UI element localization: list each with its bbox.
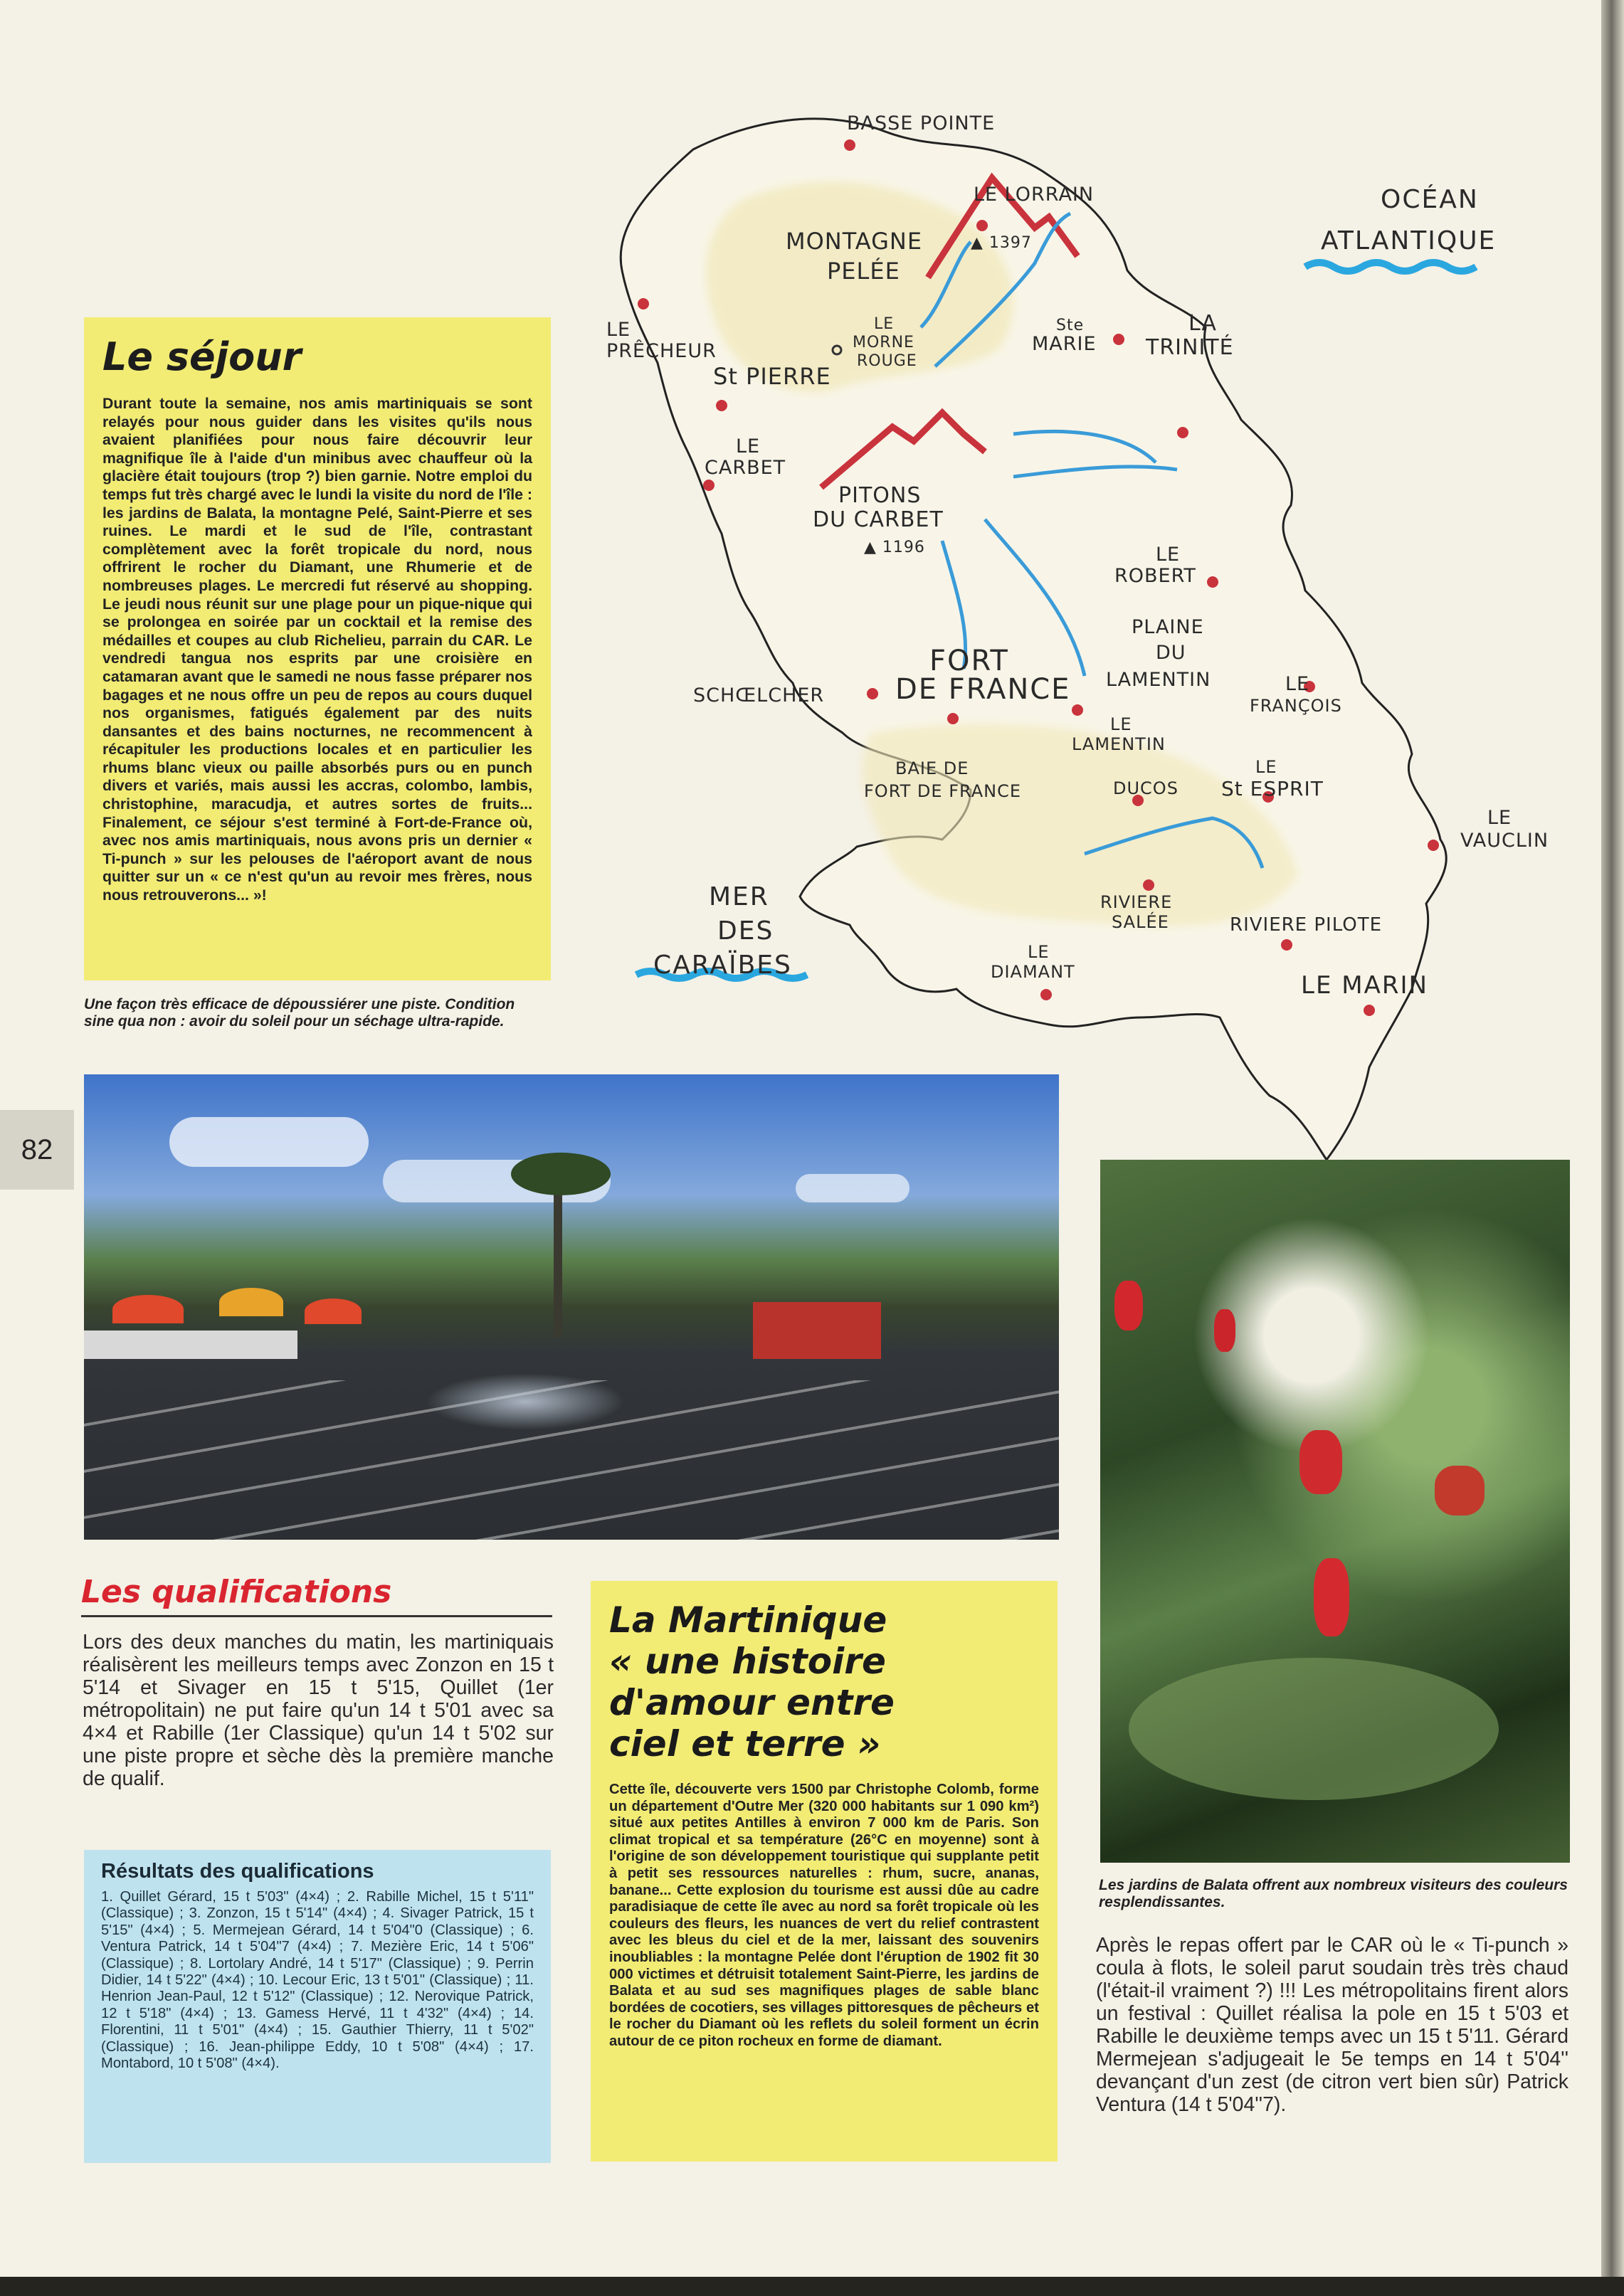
map-label-altitude: ▲ 1397	[971, 234, 1032, 252]
title-underline	[81, 1615, 552, 1617]
map-label-town: ROUGE	[857, 352, 917, 370]
photo-caption-gardens: Les jardins de Balata offrent aux nombreux visiteurs des couleurs resplendissantes.	[1099, 1877, 1568, 1910]
martinique-title-line: « une histoire	[609, 1641, 886, 1682]
map-label-town: LE	[1487, 807, 1512, 829]
map-label-town: LE	[1110, 714, 1132, 734]
palm-leaves	[511, 1153, 611, 1195]
banner-shape	[84, 1330, 297, 1359]
map-label-ocean: ATLANTIQUE	[1321, 226, 1497, 255]
map-label-town: LE LORRAIN	[974, 184, 1095, 206]
red-flower	[1299, 1430, 1342, 1494]
page-number: 82	[0, 1110, 74, 1190]
umbrella-shape	[219, 1288, 283, 1316]
binding-edge	[1601, 0, 1624, 2296]
map-label-town: LA	[1188, 311, 1217, 336]
map-label-town: LE	[1028, 942, 1050, 962]
map-label-mountain: DU CARBET	[813, 507, 944, 532]
martinique-title-line: La Martinique	[609, 1599, 887, 1641]
map-label-town: LE	[1285, 673, 1310, 695]
water-spray	[426, 1373, 625, 1430]
photo-caption-track: Une façon très efficace de dépoussiérer une piste. Condition sine qua non : avoir du soleil pour un séchage ultra-rapide.	[84, 996, 515, 1030]
map-label-bay: FORT DE FRANCE	[864, 781, 1021, 801]
map-label-town: ROBERT	[1114, 565, 1196, 587]
map-label-town: RIVIERE	[1100, 892, 1173, 912]
map-label-town: BASSE POINTE	[847, 112, 996, 134]
map-label-bay: BAIE DE	[895, 758, 969, 778]
map-label-town: LE	[874, 315, 895, 333]
map-label-town: LAMENTIN	[1072, 734, 1166, 754]
map-label-town: VAUCLIN	[1460, 830, 1549, 852]
ocean-wave-icon	[1305, 263, 1476, 271]
map-label-town: MORNE	[853, 334, 914, 351]
map-label-town: LE	[1255, 757, 1277, 777]
photo-track-cleaning	[84, 1074, 1059, 1540]
map-label-city: DE FRANCE	[895, 673, 1071, 706]
map-label-town: FRANÇOIS	[1250, 696, 1342, 716]
map-label-town: TRINITÉ	[1146, 335, 1234, 360]
cloud-shape	[796, 1174, 909, 1202]
results-box	[84, 1850, 551, 2163]
sejour-body: Durant toute la semaine, nos amis martiniquais se sont relayés pour nous guider dans les visites qu'ils nous avaient planifiées pour nous faire découvrir leur magnifique île à l'aide d'un minibus avec chauffeur où la glacière était toujours (trop ?) bien garnie. Notre emploi du temps fut très chargé avec le lundi la visite du nord de l'île : les jardins de Balata, la montagne Pelé, Saint-Pierre et ses ruines. Le mardi et le sud de l'île, contrastant complètement avec la forêt tropicale du nord, nous offrirent le rocher du Diamant, une Rhumerie et de nombreuses plages. Le mercredi fut réservé au shopping. Le jeudi nous réunit sur une plage pour un pique-nique qui se prolongea en soirée par un cocktail et la remise des médailles et coupes au club Richelieu, parrain du CAR. Le vendredi tangua nos esprits par une croisière en catamaran avant que le samedi ne nous fasse préparer nos bagages et ne nous offre un peu de repos au cours duquel nos organismes, fatigués également par des nuits dansantes et des bains nocturnes, ne recommencent à récapituler les productions locales et en particulier les rhums blanc vieux ou paille absorbés purs ou en punch divers et variés, mais aussi les accras, colombo, lambis, christophine, maracudja, et autres sortes de fruits... Finalement, ce séjour s'est terminé à Fort-de-France où, avec nos amis martiniquais, nous avons pris un dernier « Ti-punch » sur les pelouses de l'aéroport avant de nous quitter sur un « ce n'est qu'un au revoir mes frères, nous nous retrouverons... »!	[102, 395, 532, 904]
map-label-region: PLAINE	[1132, 616, 1204, 638]
qualifications-title: Les qualifications	[81, 1574, 392, 1610]
map-label-sea: DES	[717, 916, 774, 946]
truck-shape	[753, 1302, 881, 1359]
map-label-sea: CARAÏBES	[653, 951, 792, 980]
red-flower	[1314, 1558, 1349, 1636]
map-label-town: LE	[736, 435, 761, 457]
photo-balata-gardens	[1100, 1160, 1570, 1863]
map-label-town: DUCOS	[1113, 778, 1179, 798]
map-label-town: RIVIERE PILOTE	[1230, 914, 1383, 936]
map-label-town: St ESPRIT	[1221, 777, 1324, 800]
martinique-box	[591, 1581, 1058, 2162]
map-label-ocean: OCÉAN	[1381, 185, 1479, 214]
map-label-altitude: ▲ 1196	[864, 539, 925, 556]
red-flower	[1114, 1281, 1143, 1330]
map-label-town: SCHŒLCHER	[693, 684, 825, 707]
martinique-title	[609, 1599, 1039, 1765]
map-label-sea: MER	[709, 882, 769, 911]
cloud-shape	[169, 1117, 369, 1167]
leaf-shape	[1129, 1658, 1499, 1800]
map-label-town: LE MARIN	[1301, 971, 1428, 1000]
sejour-box	[84, 317, 551, 980]
scan-bottom-border	[0, 2277, 1624, 2296]
map-label-town: SALÉE	[1112, 912, 1169, 932]
umbrella-shape	[305, 1298, 362, 1324]
map-label-town: Ste	[1056, 317, 1085, 334]
results-title: Résultats des qualifications	[101, 1860, 374, 1883]
results-body: 1. Quillet Gérard, 15 t 5'03" (4×4) ; 2. Rabille Michel, 15 t 5'11" (Classique) ; 3. Zonzon, 15 t 5'14" (4×4) ; 4. Sivager Patrick, 15 t 5'15" (4×4) ; 5. Mermejean Gérard, 14 t 5'04"0 (Classique) ; 6. Ventura Patrick, 14 t 5'04"7 (4×4) ; 7. Mezière Eric, 14 t 5'06" (Classique) ; 8. Lortolary André, 14 t 5'17" (Classique) ; 9. Perrin Didier, 14 t 5'22" (4×4) ; 10. Lecour Eric, 13 t 5'01" (Classique) ; 11. Henrion Jean-Paul, 12 t 5'12" (Classique) ; 12. Nerovique Patrick, 12 t 5'18" (4×4) ; 13. Gamess Hervé, 11 t 4'32" (4×4) ; 14. Florentini, 11 t 5'01" (4×4) ; 15. Gauthier Thierry, 11 t 5'02" (Classique) ; 16. Jean-philippe Eddy, 10 t 5'08" (4×4) ; 17. Montabord, 10 t 5'08" (4×4).	[101, 1889, 534, 2072]
map-label-mountain: PELÉE	[827, 258, 900, 285]
sejour-title: Le séjour	[102, 334, 302, 379]
map-label-town: MARIE	[1032, 333, 1097, 355]
map-label-region: DU	[1156, 642, 1186, 664]
map-label-town: PRÊCHEUR	[606, 340, 717, 362]
map-label-region: LAMENTIN	[1106, 669, 1211, 691]
map-label-mountain: PITONS	[838, 483, 922, 508]
map-label-city: FORT	[929, 645, 1009, 677]
qualifications-body: Lors des deux manches du matin, les martiniquais réalisèrent les meilleurs temps avec Zonzon en 15 t 5'14 et Sivager en 15 t 5'15, Quillet (1er métropolitain) ne put faire qu'un 14 t 5'01 avec sa 4×4 et Rabille (1er Classique) qu'un 14 t 5'02 sur une piste propre et sèche dès la première manche de qualif.	[83, 1631, 554, 1790]
martinique-body: Cette île, découverte vers 1500 par Christophe Colomb, forme un département d'Outre Mer (320 000 habitants sur 1 090 km²) situé aux petites Antilles à environ 7 000 km de Paris. Son climat tropical et sa température (26°C en moyenne) sont à l'origine de son développement touristique qui supplante petit à petit ses ressources naturelles : rhum, sucre, ananas, banane... Cette explosion du tourisme est aussi dûe au cadre paradisiaque de cette île avec au nord sa forêt tropicale où les couleurs des fleurs, les nuances de vert du relief contrastent avec les bleus du ciel et de la mer, laissant des souvenirs inoubliables : la montagne Pelée dont l'éruption de 1902 fit 30 000 victimes et détruisit totalement Saint-Pierre, les jardins de Balata et au sud ses magnifiques plages de sable blanc bordées de cocotiers, ses villages pittoresques de pêcheurs et le rocher du Diamant où les reflets du soleil forment un écrin autour de ce piton rocheux en forme de diamant.	[609, 1782, 1039, 2049]
umbrella-shape	[112, 1295, 184, 1323]
map-label-town: CARBET	[705, 457, 786, 479]
map-label-town: LE	[1156, 544, 1181, 566]
red-flower	[1435, 1466, 1485, 1515]
martinique-title-line: d'amour entre	[609, 1682, 895, 1723]
martinique-title-line: ciel et terre »	[609, 1723, 881, 1765]
martinique-map	[586, 92, 1568, 1181]
map-label-town: St PIERRE	[713, 363, 831, 390]
apres-paragraph: Après le repas offert par le CAR où le « Ti-punch » coula à flots, le soleil parut soudain très très chaud (l'était-il vraiment ?) !!! Les métropolitains firent alors un festival : Quillet réalisa la pole en 15 t 5'03 et Rabille le deuxième temps avec un 15 t 5'11. Gérard Mermejean s'adjugeait le 5e temps en 14 t 5'04'' devançant d'un zest (de citron vert bien sûr) Patrick Ventura (14 t 5'04''7).	[1096, 1934, 1568, 2116]
map-label-mountain: MONTAGNE	[786, 228, 923, 255]
map-label-town: LE	[606, 319, 631, 341]
red-flower	[1214, 1309, 1235, 1352]
map-label-town: DIAMANT	[991, 962, 1075, 982]
